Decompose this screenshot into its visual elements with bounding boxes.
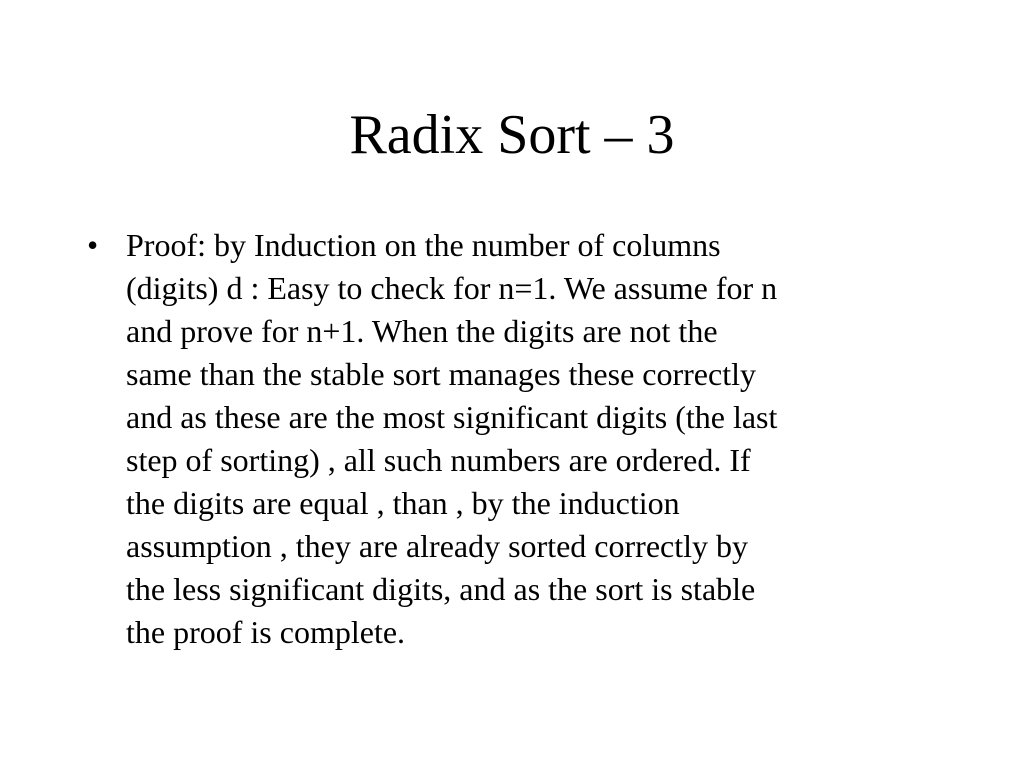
bullet-marker: • [87,227,99,263]
bullet-text: Proof: by Induction on the number of columns (digits) d : Easy to check for n=1. We assume for n and prove for n+1. When the digits are not the same than the stable sort manages these correctly and as these are the most significant digits (the last step of sorting) , all such numbers are ordered. If the digits are equal , than , by the induction assumption , they are already sorted correctly by the less significant digits, and as the sort is stable the proof is complete. [126,227,778,650]
bullet-item [87,224,947,654]
slide-title: Radix Sort – 3 [349,104,675,166]
bullet-list [87,224,947,654]
